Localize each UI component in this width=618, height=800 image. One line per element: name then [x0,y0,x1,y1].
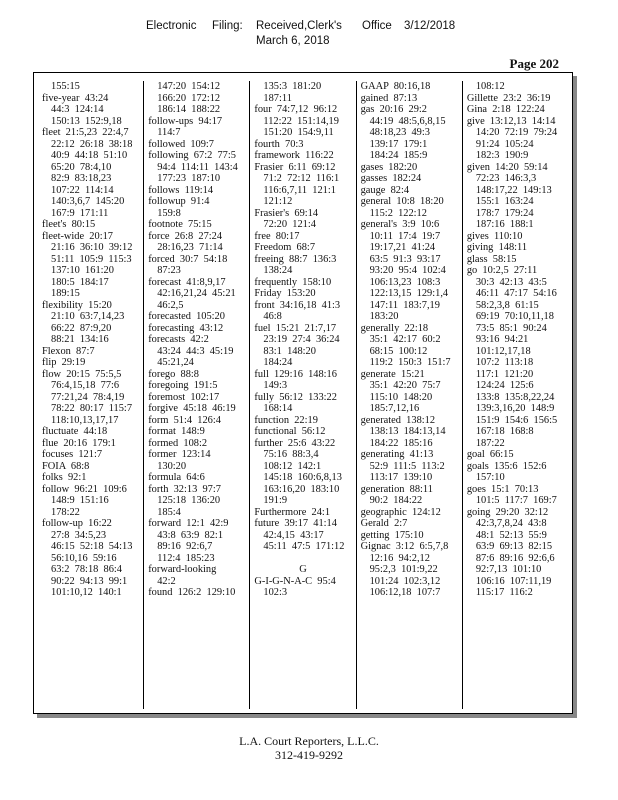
index-entry: 72:23 146:3,3 [475,173,537,184]
index-entry: 71:2 72:12 116:1 [263,173,340,184]
index-entry: glass 58:15 [466,253,517,265]
index-entry: give 13:12,13 14:14 [466,115,556,127]
index-entry: 118:10,13,17,17 [51,414,119,426]
index-entry: 187:11 [263,92,292,104]
index-entry: generated 138:12 [360,414,436,426]
index-entry: 185:4 [157,506,181,518]
index-entry: flue 20:16 179:1 [42,437,116,449]
index-entry: 78:22 80:17 115:7 [51,403,133,414]
index-entry: generating 41:13 [360,449,434,460]
index-entry: 125:18 136:20 [157,495,221,506]
index-entry: forced 30:7 54:18 [148,253,228,265]
index-entry: four 74:7,12 96:12 [254,104,338,115]
index-entry: 139:3,16,20 148:9 [475,403,555,414]
index-entry: 113:17 139:10 [369,472,433,483]
index-entry: foremost 102:17 [148,391,220,403]
index-entry: 30:3 42:13 43:5 [475,276,547,288]
index-entry: 12:16 94:2,12 [369,552,430,564]
index-entry: 167:9 171:11 [51,207,109,219]
index-entry: FOIA 68:8 [42,460,90,472]
index-entry: 147:20 154:12 [157,81,221,92]
index-entry: fuel 15:21 21:7,17 [254,322,337,334]
index-entry: flip 29:19 [42,357,86,368]
index-entry: 138:24 [263,265,293,276]
index-entry: goals 135:6 152:6 [466,460,547,472]
index-entry: 117:1 121:20 [475,368,534,380]
index-entry: goal 66:15 [466,449,514,460]
index-entry: 83:1 148:20 [263,345,316,357]
index-entry: framework 116:22 [254,150,334,161]
index-entry: general's 3:9 10:6 [360,219,440,230]
index-entry: 148:17,22 149:13 [475,184,552,196]
index-entry: 185:7,12,16 [369,403,420,414]
index-entry: forth 32:13 97:7 [148,483,221,495]
index-entry: 155:1 163:24 [475,196,534,207]
index-entry: 186:14 188:22 [157,104,221,115]
index-entry: Gignac 3:12 6:5,7,8 [360,541,449,552]
index-entry: 73:5 85:1 90:24 [475,322,547,334]
index-entry: 56:10,16 59:16 [51,552,117,564]
index-entry: 112:22 151:14,19 [263,115,339,127]
index-entry: 42:16,21,24 45:21 [157,288,236,299]
index-entry: gas 20:16 29:2 [360,104,427,115]
index-entry: 151:20 154:9,11 [263,127,334,138]
reporter-name: L.A. Court Reporters, L.L.C. [239,734,379,748]
index-entry: 108:12 [475,81,505,92]
index-entry: follow-ups 94:17 [148,115,223,127]
index-entry: 133:8 135:8,22,24 [475,391,555,403]
index-entry: functional 56:12 [254,426,326,437]
index-entry: 21:10 63:7,14,23 [51,311,125,322]
stamp-date: 3/12/2018 [404,20,456,32]
reporter-phone: 312-419-9292 [275,748,343,762]
filing-stamp [0,20,618,52]
index-entry: fleet 21:5,23 22:4,7 [42,127,129,138]
index-entry: 95:2,3 101:9,22 [369,564,438,575]
index-entry: generate 15:21 [360,368,425,380]
index-entry: fourth 70:3 [254,138,304,150]
index-entry: 102:3 [263,587,288,598]
index-entry: 101:10,12 140:1 [51,587,122,598]
index-entry: Freedom 68:7 [254,242,316,253]
index-entry: 115:2 122:12 [369,207,427,219]
index-entry: foregoing 191:5 [148,380,218,391]
index-entry: gives 110:10 [466,230,523,242]
index-entry: 119:2 150:3 151:7 [369,357,451,368]
index-entry: 108:12 142:1 [263,460,322,472]
index-entry: forecasting 43:12 [148,322,224,334]
index-entry: freeing 88:7 136:3 [254,253,337,265]
index-entry: G-I-G-N-A-C 95:4 [254,575,336,587]
index-entry: 163:16,20 183:10 [263,483,340,495]
index-entry: follow 96:21 109:6 [42,483,127,495]
index-entry: 90:22 94:13 99:1 [51,575,128,587]
index-entry: 63:5 91:3 93:17 [369,253,441,265]
index-entry: 147:11 183:7,19 [369,299,440,311]
index-entry: forecast 41:8,9,17 [148,276,226,288]
index-entry: flow 20:15 75:5,5 [42,368,122,380]
index-entry: 44:19 48:5,6,8,15 [369,115,446,127]
index-column [463,81,568,709]
index-entry: 46:2,5 [157,299,184,311]
index-entry: Gerald 2:7 [360,518,408,529]
index-entry: 28:16,23 71:14 [157,242,223,253]
index-entry: 178:7 179:24 [475,207,534,219]
index-entry: fully 56:12 133:22 [254,391,337,403]
index-entry: 93:20 95:4 102:4 [369,265,446,276]
index-entry: forego 88:8 [148,368,199,380]
index-columns [38,81,568,709]
index-entry: Flexon 87:7 [42,345,95,357]
index-entry: Gillette 23:2 36:19 [466,92,551,104]
index-entry: 89:16 92:6,7 [157,541,213,552]
index-entry: forward-looking [148,564,217,575]
index-entry: generation 88:11 [360,483,433,495]
index-entry: 151:9 154:6 156:5 [475,414,558,426]
index-entry: 122:13,15 129:1,4 [369,288,449,299]
index-entry: 150:13 152:9,18 [51,115,122,127]
index-entry: followup 91:4 [148,196,210,207]
index-entry: 46:15 52:18 54:13 [51,541,133,552]
index-entry: form 51:4 126:4 [148,414,221,426]
index-entry: 69:19 70:10,11,18 [475,311,554,322]
index-entry: gauge 82:4 [360,184,410,196]
index-entry: 94:4 114:11 143:4 [157,161,238,173]
index-entry: generally 22:18 [360,322,429,334]
stamp-received: Received,Clerk's [256,20,342,32]
index-entry: 101:12,17,18 [475,345,531,357]
index-entry: getting 175:10 [360,529,424,541]
index-entry: function 22:19 [254,414,318,426]
index-entry: 187:16 188:1 [475,219,534,230]
index-entry: 27:8 34:5,23 [51,529,107,541]
index-entry: 66:22 87:9,20 [51,322,112,334]
index-entry: Furthermore 24:1 [254,506,331,518]
index-entry: 157:10 [475,472,505,483]
index-entry: forecasts 42:2 [148,334,209,345]
index-entry: 101:5 117:7 169:7 [475,495,557,506]
index-entry: 166:20 172:12 [157,92,221,104]
index-entry: gases 182:20 [360,161,418,173]
index-entry: 48:1 52:13 55:9 [475,529,547,541]
index-entry: 106:16 107:11,19 [475,575,552,587]
index-entry: 178:22 [51,506,80,518]
index-column [38,81,144,709]
index-entry: 184:22 185:16 [369,437,433,449]
index-entry: force 26:8 27:24 [148,230,223,242]
index-entry: frequently 158:10 [254,276,332,288]
hearing-date: March 6, 2018 [256,35,330,47]
index-entry: 90:2 184:22 [369,495,423,506]
index-entry: 139:17 179:1 [369,138,428,150]
index-entry: 45:21,24 [157,357,194,368]
index-entry: goes 15:1 70:13 [466,483,539,495]
index-entry: flexibility 15:20 [42,299,112,311]
index-entry: fluctuate 44:18 [42,426,108,437]
index-entry: 138:13 184:13,14 [369,426,446,437]
index-entry: 72:20 121:4 [263,219,316,230]
index-entry: 76:4,15,18 77:6 [51,380,120,391]
index-entry: Frasier 6:11 69:12 [254,161,336,173]
index-entry: fleet's 80:15 [42,219,96,230]
index-entry: 191:9 [263,495,288,506]
index-entry: GAAP 80:16,18 [360,81,431,92]
index-entry: formula 64:6 [148,472,205,483]
index-entry: 114:7 [157,127,181,138]
index-entry: free 80:17 [254,230,300,242]
index-entry: 184:24 [263,357,293,368]
index-entry: 101:24 102:3,12 [369,575,441,587]
index-entry: front 34:16,18 41:3 [254,299,341,311]
index-entry: 43:24 44:3 45:19 [157,345,234,357]
index-entry: 23:19 27:4 36:24 [263,334,340,345]
section-letter: G [299,564,307,575]
index-entry: format 148:9 [148,426,205,437]
index-entry: 91:24 105:24 [475,138,534,150]
index-entry: 116:6,7,11 121:1 [263,184,336,196]
index-entry: follows 119:14 [148,184,214,196]
index-entry: Gina 2:18 122:24 [466,104,545,115]
index-entry: 121:12 [263,196,293,207]
index-entry: 48:18,23 49:3 [369,127,430,138]
index-entry: 42:4,15 43:17 [263,529,324,541]
index-entry: five-year 43:24 [42,92,109,104]
footer [0,734,618,762]
index-entry: 148:9 151:16 [51,495,109,506]
index-entry: focuses 121:7 [42,449,103,460]
stamp-electronic: Electronic [146,20,197,32]
stamp-filing: Filing: [212,20,243,32]
index-entry: 40:9 44:18 51:10 [51,150,128,161]
index-entry: 22:12 26:18 38:18 [51,138,133,150]
index-entry: 159:8 [157,207,181,219]
index-entry: 168:14 [263,403,293,414]
index-page [33,72,573,714]
index-entry: 112:4 185:23 [157,552,215,564]
index-entry: fleet-wide 20:17 [42,230,113,242]
index-entry: gasses 182:24 [360,173,422,184]
index-entry: 68:15 100:12 [369,345,428,357]
index-entry: general 10:8 18:20 [360,196,444,207]
index-entry: go 10:2,5 27:11 [466,265,538,276]
index-entry: formed 108:2 [148,437,208,449]
index-entry: folks 92:1 [42,472,87,483]
index-entry: 149:3 [263,380,288,391]
index-entry: 43:8 63:9 82:1 [157,529,224,541]
index-entry: further 25:6 43:22 [254,437,336,449]
index-entry: Friday 153:20 [254,288,316,299]
index-entry: 45:11 47:5 171:12 [263,541,345,552]
index-entry: 145:18 160:6,8,13 [263,472,342,483]
index-entry: 51:11 105:9 115:3 [51,253,132,265]
index-entry: 77:21,24 78:4,19 [51,391,125,403]
index-entry: full 129:16 148:16 [254,368,337,380]
index-entry: 35:1 42:20 75:7 [369,380,441,391]
index-entry: forward 12:1 42:9 [148,518,229,529]
index-entry: 177:23 187:10 [157,173,221,184]
index-entry: 93:16 94:21 [475,334,529,345]
index-entry [254,553,351,565]
index-entry: following 67:2 77:5 [148,150,236,161]
index-entry: 107:2 113:18 [475,357,534,368]
index-entry: 115:10 148:20 [369,391,433,403]
index-entry: 115:17 116:2 [475,587,533,598]
index-entry: 35:1 42:17 60:2 [369,334,441,345]
index-entry: going 29:20 32:12 [466,506,549,518]
index-entry: 65:20 78:4,10 [51,161,112,173]
index-entry: 167:18 168:8 [475,426,534,437]
index-entry: Frasier's 69:14 [254,207,319,219]
index-entry: followed 109:7 [148,138,215,150]
index-entry: 75:16 88:3,4 [263,449,319,460]
page-number: Page 202 [509,56,559,71]
index-entry: 187:22 [475,437,505,449]
index-entry: 14:20 72:19 79:24 [475,127,558,138]
index-entry: 46:11 47:17 54:16 [475,288,557,299]
index-column [250,81,356,709]
index-entry: 63:9 69:13 82:15 [475,541,553,552]
index-entry: follow-up 16:22 [42,518,112,529]
index-entry: 87:6 89:16 92:6,6 [475,552,555,564]
index-entry: 42:2 [157,575,176,587]
index-entry: found 126:2 129:10 [148,587,236,598]
index-column [357,81,463,709]
index-column [144,81,250,709]
index-entry: 82:9 83:18,23 [51,173,112,184]
index-entry: 130:20 [157,460,187,472]
index-entry: given 14:20 59:14 [466,161,548,173]
index-entry: 63:2 78:18 86:4 [51,564,123,575]
index-entry: geographic 124:12 [360,506,441,518]
index-entry: 106:12,18 107:7 [369,587,441,598]
index-entry: 19:17,21 41:24 [369,242,436,253]
index-entry: forgive 45:18 46:19 [148,403,236,414]
index-entry: 10:11 17:4 19:7 [369,230,441,242]
index-entry: 46:8 [263,311,282,322]
index-entry: 155:15 [51,81,80,92]
index-entry: 92:7,13 101:10 [475,564,542,575]
index-entry: 137:10 161:20 [51,265,114,276]
index-entry: 180:5 184:17 [51,276,109,288]
index-entry: 183:20 [369,311,399,322]
index-entry: 124:24 125:6 [475,380,534,391]
index-entry: 182:3 190:9 [475,150,529,161]
index-entry: giving 148:11 [466,242,528,253]
index-entry: 21:16 36:10 39:12 [51,242,133,253]
index-entry: 88:21 134:16 [51,334,109,345]
index-entry: former 123:14 [148,449,211,460]
index-entry: gained 87:13 [360,92,418,104]
index-entry: 87:23 [157,265,181,276]
index-entry: 107:22 114:14 [51,184,114,196]
index-entry: 189:15 [51,288,80,299]
index-entry: 106:13,23 108:3 [369,276,441,288]
index-entry: 52:9 111:5 113:2 [369,460,445,472]
index-entry: forecasted 105:20 [148,311,225,322]
stamp-office: Office [362,20,392,32]
index-entry: 184:24 185:9 [369,150,428,161]
index-entry: 140:3,6,7 145:20 [51,196,125,207]
index-entry: 42:3,7,8,24 43:8 [475,518,547,529]
index-entry: 58:2,3,8 61:15 [475,299,539,311]
index-entry: footnote 75:15 [148,219,212,230]
index-entry: future 39:17 41:14 [254,518,337,529]
index-entry: 135:3 181:20 [263,81,322,92]
index-entry: 44:3 124:14 [51,104,104,115]
